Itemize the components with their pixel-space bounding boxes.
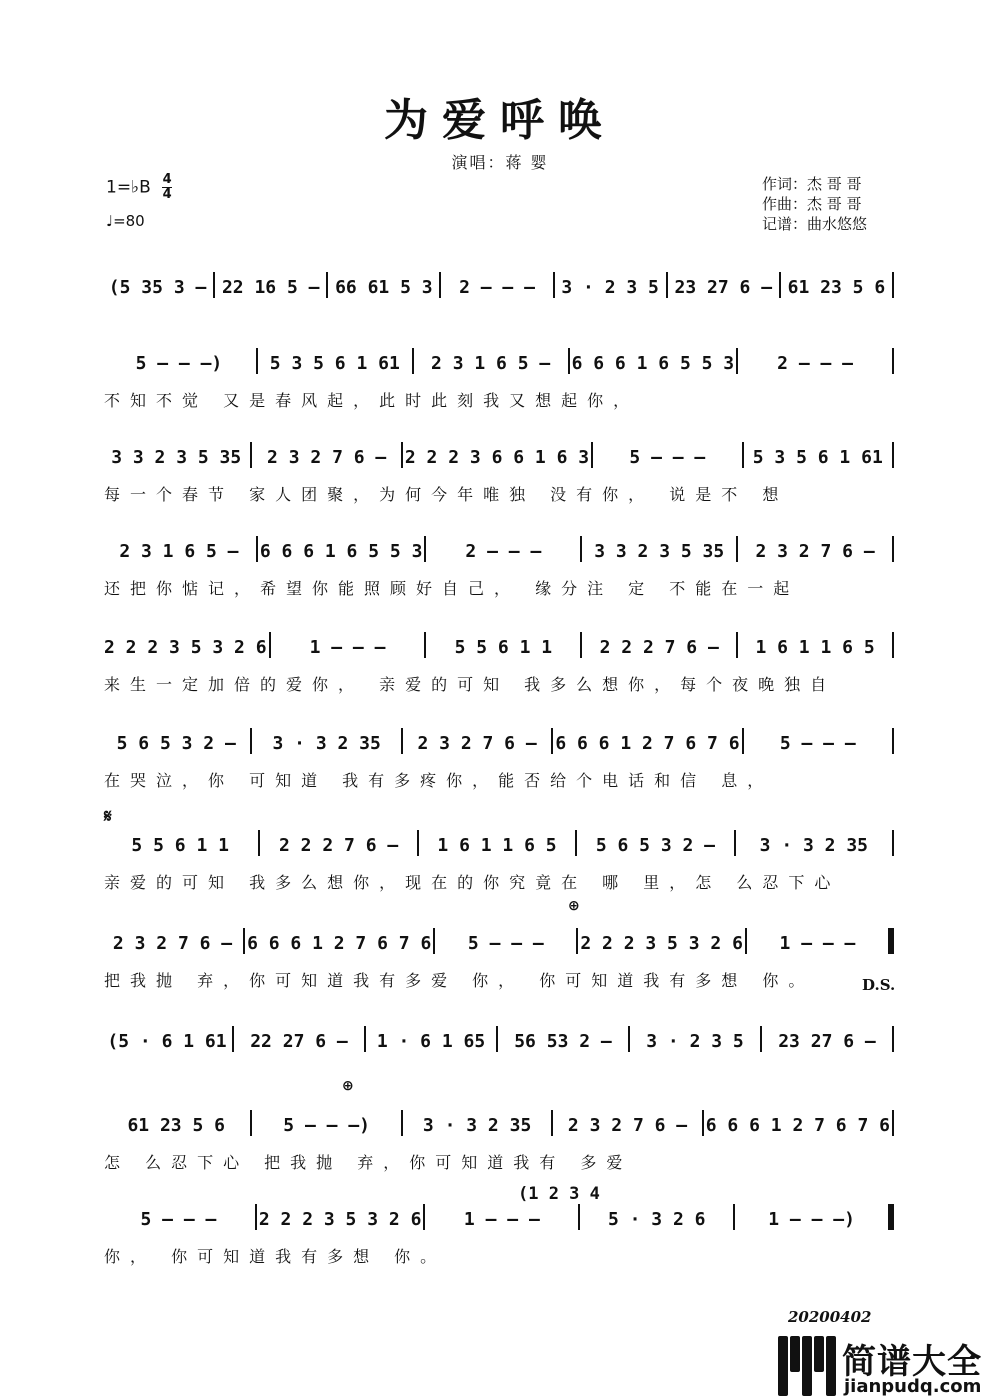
- measure: 5 3 5 6 1 61: [752, 447, 883, 468]
- measure: 1 – – –): [768, 1209, 855, 1230]
- bar-line: [742, 442, 744, 468]
- score-row: [104, 532, 896, 624]
- measure: 2 2 2 3 5 3 2 6: [580, 933, 743, 954]
- measure: 3 · 3 2 35: [759, 835, 869, 856]
- measure: 2 3 2 7 6 –: [417, 733, 537, 754]
- measure: 5 – – –: [140, 1209, 217, 1230]
- measure: 3 · 2 3 5: [646, 1031, 744, 1052]
- lyric-line: 你， 你可知道我有多想 你。: [104, 1247, 447, 1266]
- note-line: [104, 924, 896, 954]
- measure: 3 3 2 3 5 35: [594, 541, 725, 562]
- bar-line: [578, 1204, 580, 1230]
- note-line: [104, 344, 896, 374]
- measure: 2 2 2 3 6 6 1 6 3: [404, 447, 590, 468]
- score-row: [104, 924, 896, 1016]
- bar-line: [256, 536, 258, 562]
- note-line: [104, 268, 896, 298]
- measure: 2 3 2 7 6 –: [567, 1115, 688, 1136]
- bar-line: [553, 272, 555, 298]
- time-signature: [162, 174, 172, 201]
- measure: 2 3 2 7 6 –: [755, 541, 875, 562]
- end-bar-line: [892, 442, 894, 468]
- measure: 5 – – –: [467, 933, 544, 954]
- bar-line: [742, 728, 744, 754]
- measure: 23 27 6 –: [778, 1031, 876, 1052]
- measure: 2 – – –: [777, 353, 853, 374]
- note-line: [104, 628, 896, 658]
- measure: 61 23 5 6: [127, 1115, 225, 1136]
- date: 20200402: [788, 1308, 872, 1326]
- bar-line: [439, 272, 441, 298]
- bar-line: [568, 348, 570, 374]
- measure: 2 2 2 7 6 –: [599, 637, 719, 658]
- ds-marker: D.S.: [862, 976, 896, 994]
- measure: 2 3 2 7 6 –: [112, 933, 233, 954]
- note-line: [104, 532, 896, 562]
- measure: 22 16 5 –: [221, 277, 320, 298]
- measure: 1 6 1 1 6 5: [437, 835, 557, 856]
- measure: 5 3 5 6 1 61: [269, 353, 400, 374]
- bar-line: [424, 632, 426, 658]
- measure: 2 3 1 6 5 –: [119, 541, 239, 562]
- measure: 2 2 2 3 5 3 2 6: [258, 1209, 422, 1230]
- bar-line: [496, 1026, 498, 1052]
- piano-keys-icon: [778, 1336, 836, 1396]
- bar-line: [401, 442, 403, 468]
- bar-line: [580, 632, 582, 658]
- lyric-line: 怎 么忍下心 把我抛 弃，你可知道我有 多爱: [104, 1153, 633, 1172]
- bar-line: [423, 1204, 425, 1230]
- bar-line: [250, 442, 252, 468]
- lyric-line: 把我抛 弃，你可知道我有多爱 你， 你可知道我有多想 你。: [104, 971, 815, 990]
- measure: 1 – – –: [463, 1209, 540, 1230]
- measure: 6 6 6 1 6 5 5 3: [259, 541, 423, 562]
- bar-line: [326, 272, 328, 298]
- score-row: [104, 344, 896, 436]
- lyric-line: 不知不觉 又是春风起，此时此刻我又想起你，: [104, 391, 640, 410]
- note-line: [104, 1200, 896, 1230]
- measure: 2 3 2 7 6 –: [267, 447, 387, 468]
- bar-line: [702, 1110, 704, 1136]
- bar-line: [575, 830, 577, 856]
- measure: 2 – – –: [459, 277, 535, 298]
- measure: 5 – – –): [135, 353, 223, 374]
- measure: (5 35 3 –: [108, 277, 207, 298]
- measure: 66 61 5 3: [335, 277, 433, 298]
- bar-line: [364, 1026, 366, 1052]
- bar-line: [213, 272, 215, 298]
- note-line: [104, 1106, 896, 1136]
- score-row: [104, 438, 896, 530]
- end-bar-line: [892, 830, 894, 856]
- measure: 1 6 1 1 6 5: [755, 637, 875, 658]
- composer: 作曲：杰 哥 哥: [762, 195, 862, 213]
- measure: 1 – – –: [779, 933, 856, 954]
- first-ending-label: (1 2 3 4: [518, 1184, 600, 1204]
- measure: 3 · 3 2 35: [422, 1115, 532, 1136]
- measure: 1 – – –: [309, 637, 386, 658]
- song-title: 为爱呼唤: [384, 95, 616, 146]
- end-bar-line: [892, 272, 894, 298]
- measure: 61 23 5 6: [787, 277, 886, 298]
- measure: 22 27 6 –: [250, 1031, 348, 1052]
- lyric-line: 来生一定加倍的爱你， 亲爱的可知 我多么想你，每个夜晚独自: [104, 675, 837, 694]
- measure: 2 2 2 3 5 3 2 6: [104, 637, 267, 658]
- bar-line: [551, 728, 553, 754]
- measure: 5 – – –: [779, 733, 856, 754]
- bar-line: [736, 536, 738, 562]
- bar-line: [401, 728, 403, 754]
- measure: 6 6 6 1 2 7 6 7 6: [555, 733, 740, 754]
- bar-line: [734, 830, 736, 856]
- bar-line: [250, 1110, 252, 1136]
- bar-line: [591, 442, 593, 468]
- measure: 5 6 5 3 2 –: [116, 733, 236, 754]
- bar-line: [779, 272, 781, 298]
- measure: 6 6 6 1 2 7 6 7 6: [247, 933, 432, 954]
- bar-line: [424, 536, 426, 562]
- measure: 5 6 5 3 2 –: [595, 835, 716, 856]
- lyric-line: 在哭泣，你 可知道 我有多疼你，能否给个电话和信 息，: [104, 771, 774, 790]
- segno-marker: 𝄋: [104, 806, 112, 827]
- key-signature: [106, 174, 172, 201]
- bar-line: [412, 348, 414, 374]
- bar-line: [666, 272, 668, 298]
- bar-line: [580, 536, 582, 562]
- measure: 5 – – –): [283, 1115, 370, 1136]
- score-row: [104, 826, 896, 918]
- bar-line: [417, 830, 419, 856]
- bar-line: [736, 632, 738, 658]
- note-line: [104, 1022, 896, 1052]
- bar-line: [255, 1204, 257, 1230]
- bar-line: [760, 1026, 762, 1052]
- end-bar-line: [892, 348, 894, 374]
- end-bar-line: [892, 728, 894, 754]
- singer: 演唱：蒋 婴: [451, 153, 549, 172]
- measure: 3 · 3 2 35: [272, 733, 381, 754]
- end-bar-line: [892, 536, 894, 562]
- note-line: [104, 438, 896, 468]
- bar-line: [576, 928, 578, 954]
- measure: 2 3 1 6 5 –: [431, 353, 551, 374]
- measure: 23 27 6 –: [674, 277, 773, 298]
- measure: 5 · 3 2 6: [607, 1209, 706, 1230]
- bar-line: [269, 632, 271, 658]
- bar-line: [628, 1026, 630, 1052]
- score-row: [104, 724, 896, 816]
- measure: 5 5 6 1 1: [454, 637, 553, 658]
- lyric-line: 每一个春节 家人团聚，为何今年唯独 没有你， 说是不 想: [104, 485, 789, 504]
- site-logo: [778, 1332, 1000, 1400]
- measure: 2 2 2 7 6 –: [279, 835, 399, 856]
- transcriber: 记谱：曲水悠悠: [762, 215, 868, 233]
- time-bottom: 4: [162, 187, 172, 202]
- bar-line: [243, 928, 245, 954]
- measure: 6 6 6 1 2 7 6 7 6: [705, 1115, 890, 1136]
- score-row: [104, 1200, 896, 1292]
- measure: 5 5 6 1 1: [131, 835, 229, 856]
- measure: 56 53 2 –: [514, 1031, 612, 1052]
- bar-line: [551, 1110, 553, 1136]
- measure: 2 – – –: [465, 541, 542, 562]
- lyric-line: 亲爱的可知 我多么想你，现在的你究竟在 哪 里，怎 么忍下心: [104, 873, 841, 892]
- lyricist: 作词：杰 哥 哥: [762, 175, 862, 193]
- bar-line: [733, 1204, 735, 1230]
- score-row: [104, 628, 896, 720]
- end-bar-line: [888, 1204, 894, 1230]
- bar-line: [250, 728, 252, 754]
- bar-line: [256, 348, 258, 374]
- coda-marker-2: ⊕: [342, 1078, 354, 1094]
- time-top: 4: [162, 172, 172, 187]
- note-line: [104, 826, 896, 856]
- measure: 1 · 6 1 65: [376, 1031, 486, 1052]
- bar-line: [433, 928, 435, 954]
- score-row: [104, 1106, 896, 1198]
- bar-line: [745, 928, 747, 954]
- coda-marker-1: ⊕: [568, 898, 580, 914]
- logo-site: jianpudq.com: [844, 1376, 982, 1397]
- bar-line: [401, 1110, 403, 1136]
- credits: [762, 174, 867, 234]
- end-bar-line: [892, 1026, 894, 1052]
- measure: 3 · 2 3 5: [561, 277, 659, 298]
- end-bar-line: [892, 1110, 894, 1136]
- key-label: 1=♭B: [106, 177, 151, 198]
- bar-line: [736, 348, 738, 374]
- bar-line: [258, 830, 260, 856]
- bar-line: [232, 1026, 234, 1052]
- measure: 3 3 2 3 5 35: [111, 447, 242, 468]
- note-line: [104, 724, 896, 754]
- end-bar-line: [892, 632, 894, 658]
- score-row: [104, 1022, 896, 1114]
- tempo: ♩=80: [106, 212, 145, 230]
- logo-text: 简谱大全: [842, 1342, 982, 1382]
- measure: 5 – – –: [629, 447, 706, 468]
- lyric-line: 还把你惦记，希望你能照顾好自己， 缘分注 定 不能在一起: [104, 579, 800, 598]
- measure: 6 6 6 1 6 5 5 3: [571, 353, 735, 374]
- end-bar-line: [888, 928, 894, 954]
- measure: (5 · 6 1 61: [107, 1031, 227, 1052]
